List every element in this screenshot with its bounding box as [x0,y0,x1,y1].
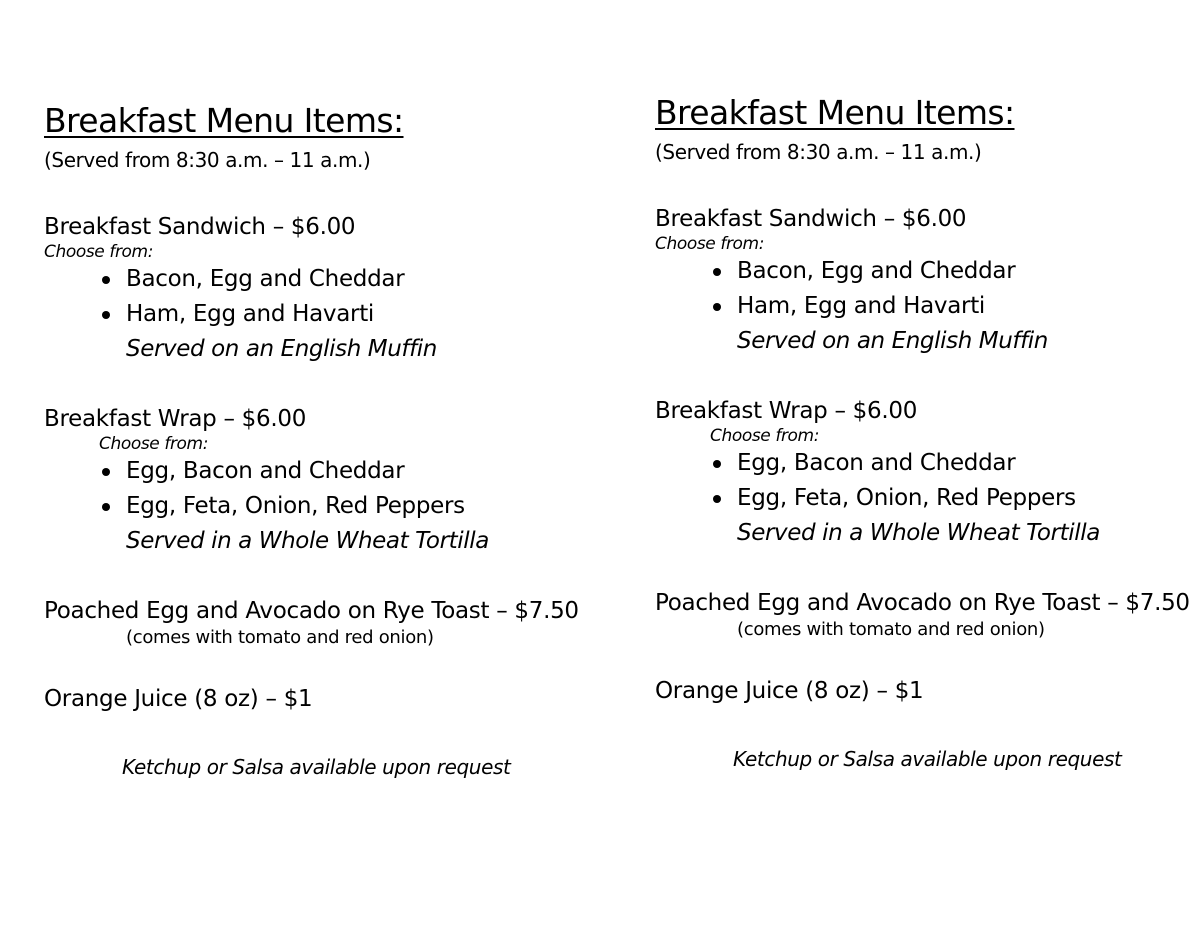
list-item [102,262,604,297]
sandwich-served-note: Served on an English Muffin [737,328,1048,354]
bullet-icon [713,495,721,503]
sandwich-section [655,204,1200,358]
poached-note: (comes with tomato and red onion) [737,619,1045,640]
wrap-choose-label: Choose from: [710,426,820,446]
bullet-icon [713,303,721,311]
juice-title: Orange Juice (8 oz) – $1 [44,686,313,712]
option-label: Bacon, Egg and Cheddar [126,266,405,292]
poached-title: Poached Egg and Avocado on Rye Toast – $7.50 [655,590,1190,616]
list-item [102,489,604,524]
option-label: Ham, Egg and Havarti [737,293,985,319]
serving-hours: (Served from 8:30 a.m. – 11 a.m.) [44,148,371,172]
serving-hours: (Served from 8:30 a.m. – 11 a.m.) [655,140,982,164]
bullet-icon [102,503,110,511]
bullet-icon [102,468,110,476]
menu-heading: Breakfast Menu Items: [655,93,1015,132]
wrap-options [655,446,1200,516]
wrap-choose-label: Choose from: [99,434,209,454]
wrap-title: Breakfast Wrap – $6.00 [44,406,307,432]
wrap-served-note: Served in a Whole Wheat Tortilla [737,520,1100,546]
list-item [713,446,1200,481]
list-item [713,289,1200,324]
list-item [102,297,604,332]
poached-section [655,588,1200,642]
option-label: Egg, Feta, Onion, Red Peppers [126,493,465,519]
bullet-icon [102,311,110,319]
juice-title: Orange Juice (8 oz) – $1 [655,678,924,704]
option-label: Ham, Egg and Havarti [126,301,374,327]
footer-note: Ketchup or Salsa available upon request [733,747,1122,771]
footer-note: Ketchup or Salsa available upon request [122,755,511,779]
sandwich-options [44,262,604,332]
sandwich-served-note: Served on an English Muffin [126,336,437,362]
wrap-section [44,404,604,558]
sandwich-choose-label: Choose from: [44,242,154,262]
option-label: Egg, Feta, Onion, Red Peppers [737,485,1076,511]
bullet-icon [713,460,721,468]
option-label: Egg, Bacon and Cheddar [126,458,405,484]
menu-right [655,92,1200,772]
wrap-title: Breakfast Wrap – $6.00 [655,398,918,424]
bullet-icon [102,276,110,284]
option-label: Bacon, Egg and Cheddar [737,258,1016,284]
poached-title: Poached Egg and Avocado on Rye Toast – $7.50 [44,598,579,624]
wrap-served-note: Served in a Whole Wheat Tortilla [126,528,489,554]
wrap-section [655,396,1200,550]
sandwich-title: Breakfast Sandwich – $6.00 [44,214,356,240]
menu-left [44,100,604,780]
list-item [102,454,604,489]
sandwich-options [655,254,1200,324]
sandwich-title: Breakfast Sandwich – $6.00 [655,206,967,232]
list-item [713,254,1200,289]
poached-section [44,596,604,650]
juice-section [655,676,1200,706]
poached-note: (comes with tomato and red onion) [126,627,434,648]
bullet-icon [713,268,721,276]
option-label: Egg, Bacon and Cheddar [737,450,1016,476]
menu-heading: Breakfast Menu Items: [44,101,404,140]
sandwich-section [44,212,604,366]
list-item [713,481,1200,516]
sandwich-choose-label: Choose from: [655,234,765,254]
juice-section [44,684,604,714]
wrap-options [44,454,604,524]
